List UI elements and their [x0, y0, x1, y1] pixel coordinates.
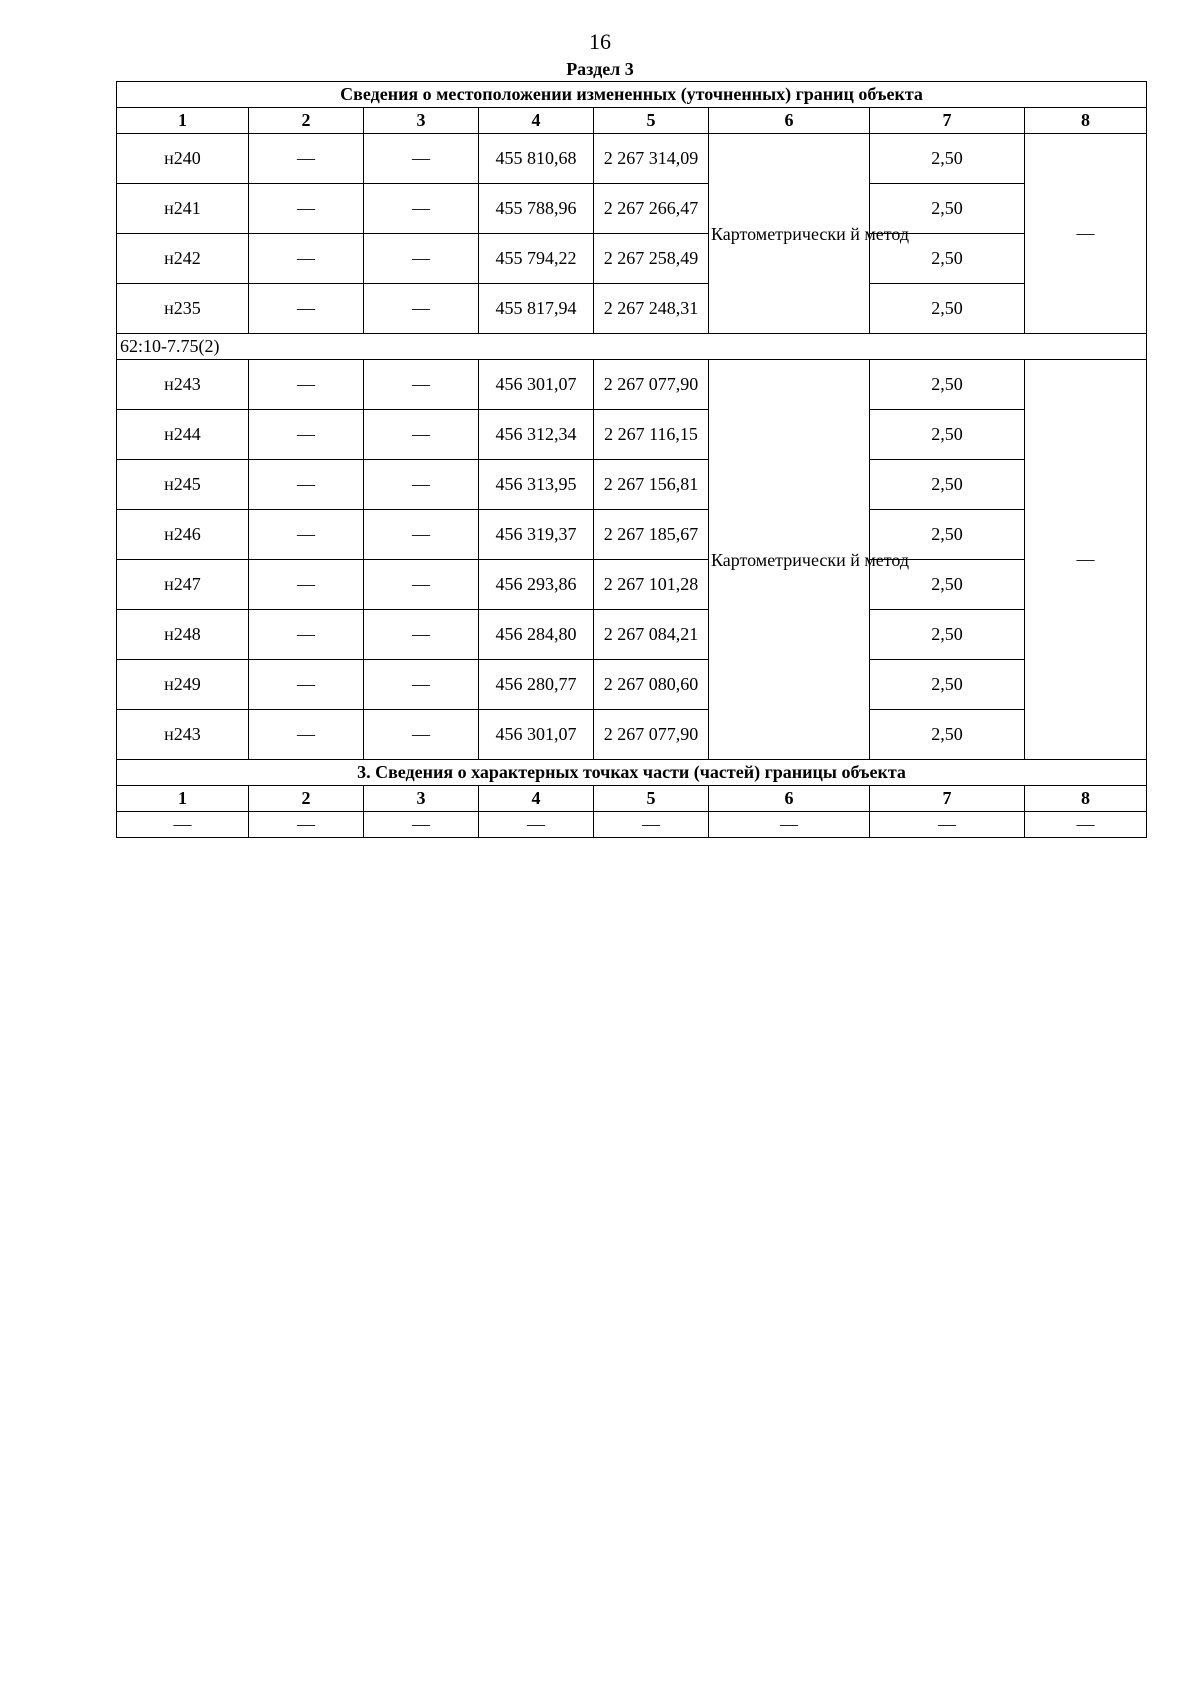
- coordinate-y: 2 267 101,28: [594, 560, 709, 610]
- coordinate-x: 456 301,07: [479, 710, 594, 760]
- cell-col3: —: [364, 460, 479, 510]
- point-row: [117, 560, 1147, 610]
- column-header: 5: [594, 786, 709, 812]
- column-header: 7: [870, 786, 1025, 812]
- coordinate-x: 455 794,22: [479, 234, 594, 284]
- accuracy-value: 2,50: [870, 610, 1025, 660]
- accuracy-value: 2,50: [870, 360, 1025, 410]
- accuracy-value: 2,50: [870, 134, 1025, 184]
- coordinate-y: 2 267 314,09: [594, 134, 709, 184]
- group-label-row: [117, 334, 1147, 360]
- point-row: [117, 510, 1147, 560]
- column-header: 1: [117, 108, 249, 134]
- coordinate-y: 2 267 084,21: [594, 610, 709, 660]
- coordinate-y: 2 267 080,60: [594, 660, 709, 710]
- point-name: н235: [117, 284, 249, 334]
- column-header: 4: [479, 108, 594, 134]
- coordinate-x: 456 301,07: [479, 360, 594, 410]
- table-body: [117, 82, 1147, 838]
- coordinate-x: 456 319,37: [479, 510, 594, 560]
- accuracy-value: 2,50: [870, 560, 1025, 610]
- point-row: [117, 710, 1147, 760]
- coordinate-x: 456 312,34: [479, 410, 594, 460]
- method-cell: Картометрически й метод: [709, 360, 870, 760]
- cell-col2: —: [249, 134, 364, 184]
- column-header: 8: [1025, 108, 1147, 134]
- boundary-table: [116, 81, 1147, 838]
- accuracy-value: 2,50: [870, 660, 1025, 710]
- cell-col2: —: [249, 360, 364, 410]
- empty-cell: —: [479, 812, 594, 838]
- point-name: н241: [117, 184, 249, 234]
- empty-cell: —: [364, 812, 479, 838]
- cell-col3: —: [364, 410, 479, 460]
- point-name: н240: [117, 134, 249, 184]
- cell-col3: —: [364, 284, 479, 334]
- accuracy-value: 2,50: [870, 510, 1025, 560]
- coordinate-x: 456 293,86: [479, 560, 594, 610]
- point-name: н249: [117, 660, 249, 710]
- cell-col3: —: [364, 710, 479, 760]
- cell-col3: —: [364, 660, 479, 710]
- point-row: [117, 284, 1147, 334]
- cell-col2: —: [249, 460, 364, 510]
- cell-col2: —: [249, 184, 364, 234]
- point-name: н242: [117, 234, 249, 284]
- table-title-row: [117, 82, 1147, 108]
- point-row: [117, 360, 1147, 410]
- cell-col3: —: [364, 610, 479, 660]
- point-row: [117, 610, 1147, 660]
- point-name: н243: [117, 710, 249, 760]
- group-label: 62:10-7.75(2): [117, 334, 1147, 360]
- accuracy-value: 2,50: [870, 460, 1025, 510]
- table-title: Сведения о местоположении измененных (уточненных) границ объекта: [117, 82, 1147, 108]
- column-header: 6: [709, 786, 870, 812]
- coordinate-y: 2 267 266,47: [594, 184, 709, 234]
- cell-col3: —: [364, 360, 479, 410]
- coordinate-x: 455 810,68: [479, 134, 594, 184]
- cell-col2: —: [249, 410, 364, 460]
- column-header: 2: [249, 786, 364, 812]
- accuracy-value: 2,50: [870, 234, 1025, 284]
- empty-cell: —: [249, 812, 364, 838]
- cell-col3: —: [364, 184, 479, 234]
- coordinate-x: 456 284,80: [479, 610, 594, 660]
- accuracy-value: 2,50: [870, 184, 1025, 234]
- cell-col2: —: [249, 234, 364, 284]
- coordinate-y: 2 267 248,31: [594, 284, 709, 334]
- column-header: 2: [249, 108, 364, 134]
- point-row: [117, 660, 1147, 710]
- column-header: 8: [1025, 786, 1147, 812]
- coordinate-y: 2 267 258,49: [594, 234, 709, 284]
- coordinate-y: 2 267 116,15: [594, 410, 709, 460]
- coordinate-x: 456 280,77: [479, 660, 594, 710]
- part-title-row: [117, 760, 1147, 786]
- cell-col3: —: [364, 510, 479, 560]
- point-name: н248: [117, 610, 249, 660]
- column-header: 4: [479, 786, 594, 812]
- cell-col2: —: [249, 610, 364, 660]
- column-header: 5: [594, 108, 709, 134]
- cell-col2: —: [249, 660, 364, 710]
- cell-col2: —: [249, 560, 364, 610]
- cell-col2: —: [249, 284, 364, 334]
- coordinate-y: 2 267 077,90: [594, 710, 709, 760]
- section-title: Раздел 3: [566, 59, 634, 79]
- point-row: [117, 134, 1147, 184]
- point-name: н246: [117, 510, 249, 560]
- point-row: [117, 184, 1147, 234]
- cell-col3: —: [364, 134, 479, 184]
- cell-col3: —: [364, 234, 479, 284]
- accuracy-value: 2,50: [870, 710, 1025, 760]
- empty-cell: —: [1025, 812, 1147, 838]
- part-header-row: [117, 786, 1147, 812]
- part-row: [117, 812, 1147, 838]
- coordinate-y: 2 267 156,81: [594, 460, 709, 510]
- cell-col8: —: [1025, 360, 1147, 760]
- coordinate-y: 2 267 077,90: [594, 360, 709, 410]
- cell-col2: —: [249, 710, 364, 760]
- column-header-row: [117, 108, 1147, 134]
- empty-cell: —: [594, 812, 709, 838]
- point-name: н244: [117, 410, 249, 460]
- empty-cell: —: [709, 812, 870, 838]
- coordinate-x: 456 313,95: [479, 460, 594, 510]
- coordinate-x: 455 788,96: [479, 184, 594, 234]
- point-name: н243: [117, 360, 249, 410]
- method-cell: Картометрически й метод: [709, 134, 870, 334]
- accuracy-value: 2,50: [870, 410, 1025, 460]
- cell-col2: —: [249, 510, 364, 560]
- cell-col8: —: [1025, 134, 1147, 334]
- point-row: [117, 410, 1147, 460]
- coordinate-x: 455 817,94: [479, 284, 594, 334]
- accuracy-value: 2,50: [870, 284, 1025, 334]
- cell-col3: —: [364, 560, 479, 610]
- point-name: н247: [117, 560, 249, 610]
- point-row: [117, 234, 1147, 284]
- column-header: 7: [870, 108, 1025, 134]
- column-header: 3: [364, 786, 479, 812]
- empty-cell: —: [117, 812, 249, 838]
- empty-cell: —: [870, 812, 1025, 838]
- column-header: 1: [117, 786, 249, 812]
- coordinate-y: 2 267 185,67: [594, 510, 709, 560]
- point-row: [117, 460, 1147, 510]
- column-header: 6: [709, 108, 870, 134]
- page-number: 16: [589, 29, 611, 54]
- part-title: 3. Сведения о характерных точках части (частей) границы объекта: [117, 760, 1147, 786]
- column-header: 3: [364, 108, 479, 134]
- point-name: н245: [117, 460, 249, 510]
